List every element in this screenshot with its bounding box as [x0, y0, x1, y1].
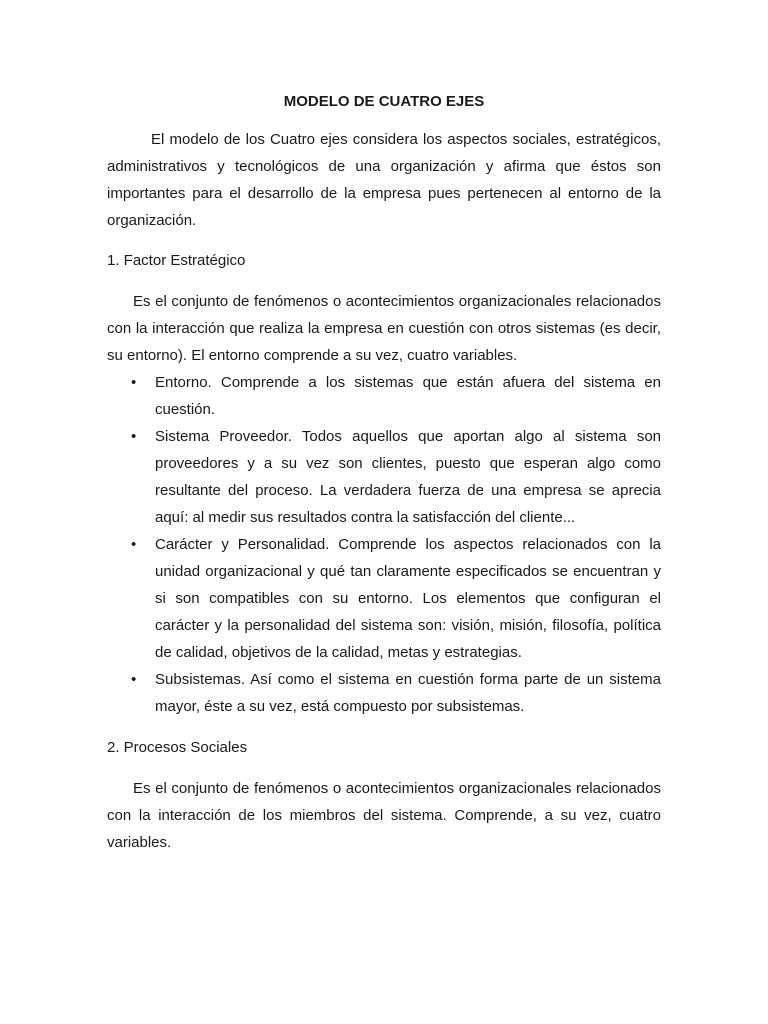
section1-paragraph: Es el conjunto de fenómenos o acontecimientos organizacionales relacionados con la interacción que realiza la empresa en cuestión con otros sistemas (es decir, su entorno). El entorno comprende a su vez, cuatro variables.	[107, 293, 661, 364]
list-item	[107, 423, 661, 531]
document-page	[107, 92, 661, 856]
section-heading-factor-estrategico: 1. Factor Estratégico	[107, 252, 246, 269]
intro-paragraph: El modelo de los Cuatro ejes considera los aspectos sociales, estratégicos, administrativos y tecnológicos de una organización y afirma que éstos son importantes para el desarrollo de la empresa pues pertenecen al entorno de la organización.	[107, 131, 661, 229]
list-item	[107, 666, 661, 720]
list-item	[107, 531, 661, 666]
bullet-icon: •	[131, 428, 137, 445]
section-heading-procesos-sociales: 2. Procesos Sociales	[107, 739, 248, 756]
list-item-text: Sistema Proveedor. Todos aquellos que aportan algo al sistema son proveedores y a su vez son clientes, puesto que esperan algo como resultante del proceso. La verdadera fuerza de una empresa se aprecia aquí: al medir sus resultados contra la satisfacción del cliente...	[155, 428, 661, 526]
list-item	[107, 369, 661, 423]
section2-paragraph: Es el conjunto de fenómenos o acontecimientos organizacionales relacionados con la interacción de los miembros del sistema. Comprende, a su vez, cuatro variables.	[107, 780, 661, 851]
bullet-icon: •	[131, 536, 137, 553]
list-item-text: Carácter y Personalidad. Comprende los aspectos relacionados con la unidad organizacional y qué tan claramente especificados se encuentran y si son compatibles con su entorno. Los elementos que configuran el carácter y la personalidad del sistema son: visión, misión, filosofía, política de calidad, objetivos de la calidad, metas y estrategias.	[155, 536, 661, 661]
bullet-icon: •	[131, 671, 137, 688]
document-title: MODELO DE CUATRO EJES	[283, 93, 485, 110]
list-item-text: Entorno. Comprende a los sistemas que están afuera del sistema en cuestión.	[155, 374, 661, 418]
list-item-text: Subsistemas. Así como el sistema en cuestión forma parte de un sistema mayor, éste a su vez, está compuesto por subsistemas.	[155, 671, 661, 715]
bullet-icon: •	[131, 374, 137, 391]
bullet-list	[107, 369, 661, 720]
